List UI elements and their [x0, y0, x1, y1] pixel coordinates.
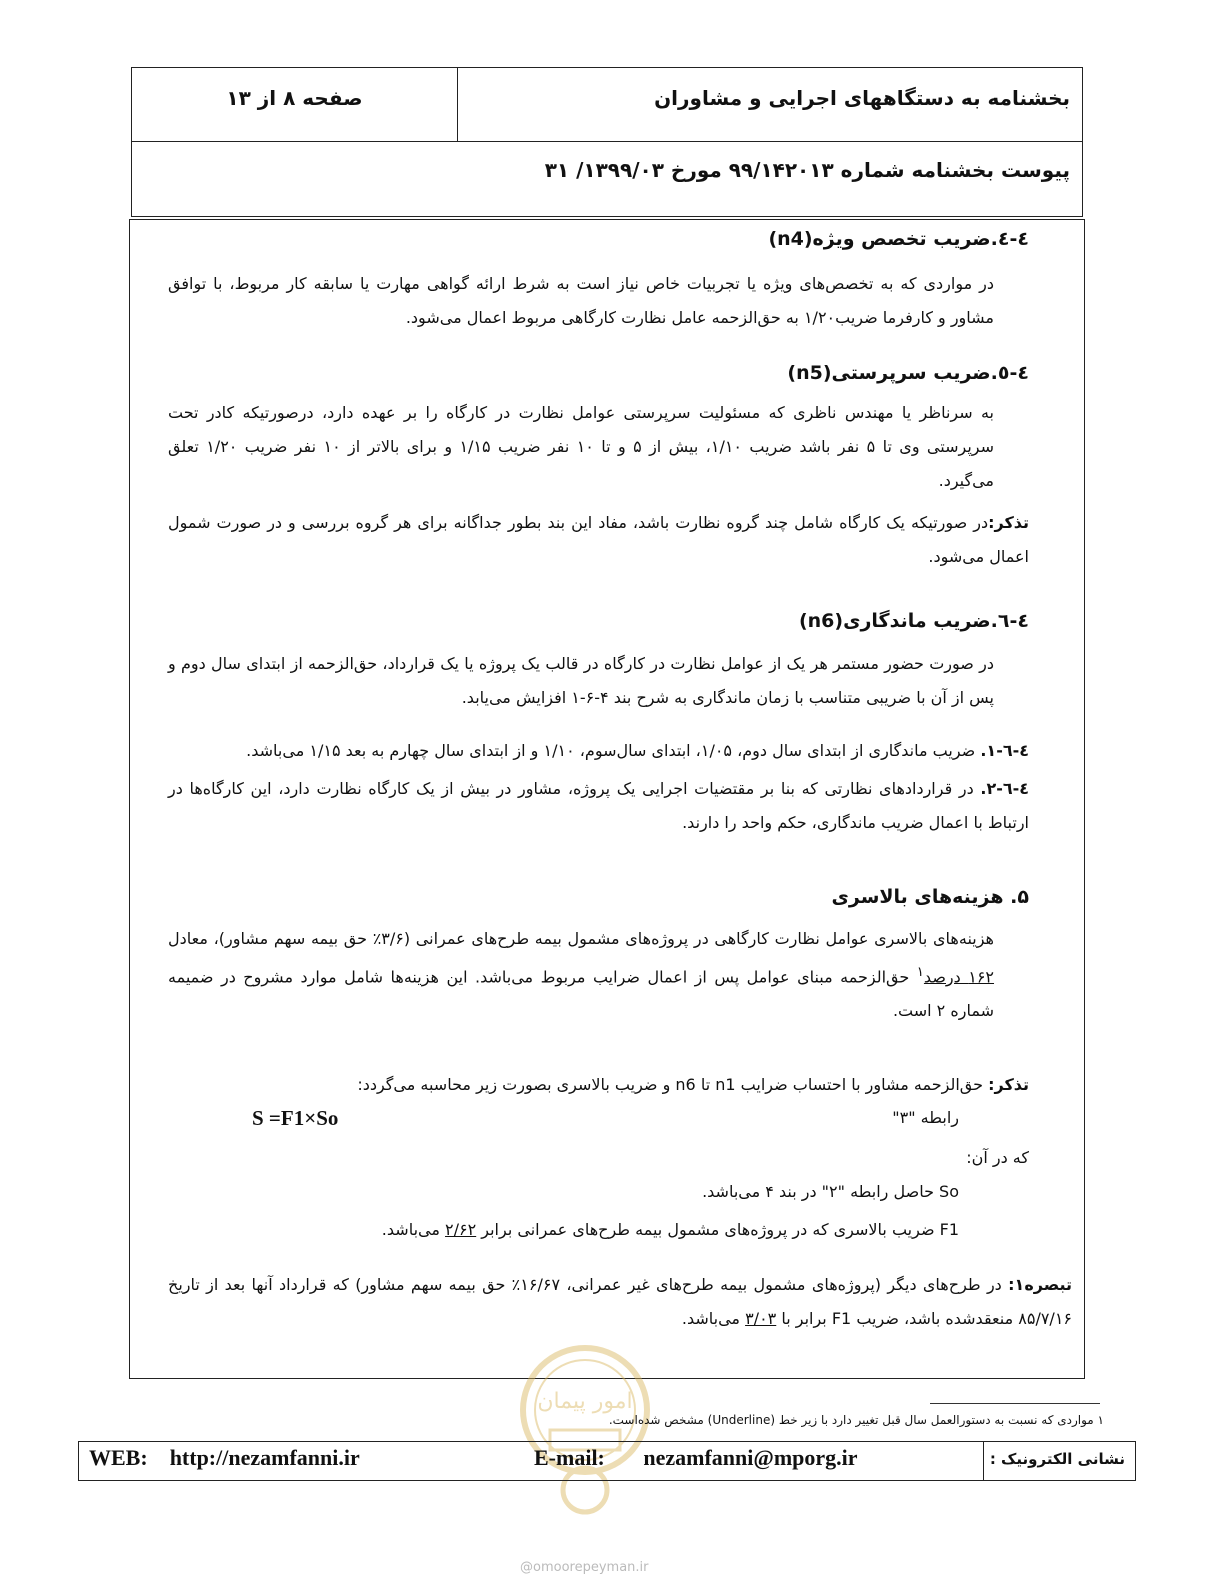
section-heading-5: ۵. هزینه‌های بالاسری [831, 886, 1029, 908]
page-number: صفحه ۸ از ۱۳ [226, 86, 363, 110]
footnote: ۱ مواردی که نسبت به دستورالعمل سال قبل تغییر دارد با زیر خط (Underline) مشخص شده‌است. [608, 1413, 1104, 1427]
footer [78, 1441, 1136, 1481]
definition-so: So حاصل رابطه "۲" در بند ۴ می‌باشد. [702, 1182, 959, 1201]
section-heading-4-5: ٤-٥.ضریب سرپرستی(n5) [787, 362, 1029, 384]
email [534, 1445, 858, 1471]
attachment-reference: پیوست بخشنامه شماره ۹۹/۱۴۲۰۱۳ مورخ ۱۳۹۹/۰۳/ ۳۱ [544, 158, 1070, 182]
section-text-5: هزینه‌های بالاسری عوامل نظارت کارگاهی در پروژه‌های مشمول بیمه طرح‌های عمرانی (۳/۶٪ حق بیمه سهم مشاور)، معادل ۱۶۲ درصد$^۱$ حق‌الزحمه مبنای عوامل پس از اعمال ضرایب مربوط می‌باشد. این هزینه‌ها شامل موارد مشروح در ضمیمه شماره ۲ است. [168, 929, 995, 1021]
item-label: ٤-٦-٢. [980, 779, 1030, 798]
section-heading-4-6: ٤-٦.ضریب ماندگاری(n6) [798, 610, 1029, 632]
watermark-text: @omoorepeyman.ir [520, 1560, 649, 1575]
section-heading-4-4: ٤-٤.ضریب تخصص ویژه(n4) [768, 228, 1029, 250]
note-label: تبصره۱: [1008, 1275, 1073, 1294]
item-label: ٤-٦-١. [980, 741, 1029, 760]
tabsareh-1: تبصره۱: در طرح‌های دیگر (پروژه‌های مشمول بیمه طرح‌های غیر عمرانی، ۱۶/۶۷٪ حق بیمه سهم مشاور) که قرارداد آنها بعد از تاریخ ۸۵/۷/۱۶ منعقدشده باشد، ضریب F1 برابر با ۳/۰۳ می‌باشد. [168, 1275, 1073, 1328]
relation-label: رابطه "۳" [892, 1108, 959, 1127]
section-text-4-4: در مواردی که به تخصص‌های ویژه یا تجربیات خاص نیاز است به شرط ارائه گواهی مهارت یا سابقه کار مربوط، با توافق مشاور و کارفرما ضریب۱/۲۰ به حق‌الزحمه عامل نظارت کارگاهی مربوط اعمال می‌شود. [168, 274, 994, 327]
note-4-5 [168, 506, 1029, 574]
website [89, 1445, 360, 1471]
underlined-change: ۱۶۲ درصد [923, 967, 995, 987]
web-label: WEB: [89, 1445, 148, 1470]
section-text-4-6: در صورت حضور مستمر هر یک از عوامل نظارت در کارگاه در قالب یک پروژه یا یک قرارداد، حق‌الزحمه از ابتدای سال دوم و پس از آن با ضریبی متناسب با زمان ماندگاری به شرح بند ۴-۶-۱ افزایش می‌یابد. [168, 654, 994, 707]
header-divider [132, 141, 1082, 142]
web-link[interactable]: http://nezamfanni.ir [169, 1445, 360, 1470]
document-header [131, 67, 1083, 217]
electronic-address-label: نشانی الکترونیک : [989, 1450, 1125, 1468]
footnote-separator [930, 1403, 1100, 1404]
where-text: که در آن: [966, 1148, 1029, 1167]
section-text-4-5: به سرناظر یا مهندس ناظری که مسئولیت سرپرستی عوامل نظارت در کارگاه را بر عهده دارد، درصورتیکه کادر تحت سرپرستی وی تا ۵ نفر باشد ضریب ۱/۱۰، بیش از ۵ و تا ۱۰ نفر ضریب ۱/۱۵ و برای بالاتر از ۱۰ نفر ضریب ۱/۲۰ تعلق می‌گیرد. [168, 403, 995, 490]
email-label: E-mail: [534, 1445, 605, 1470]
header-title: بخشنامه به دستگاههای اجرایی و مشاوران [654, 86, 1070, 110]
email-link[interactable]: nezamfanni@mporg.ir [643, 1445, 858, 1470]
note-text: حق‌الزحمه مشاور با احتساب ضرایب n1 تا n6 و ضریب بالاسری بصورت زیر محاسبه می‌گردد: [357, 1075, 983, 1094]
formula: S =F1×So [252, 1106, 339, 1130]
item-4-6-2 [168, 772, 1029, 840]
note-5 [168, 1068, 1029, 1102]
item-text: ضریب ماندگاری از ابتدای سال دوم، ۱/۰۵، ابتدای سال‌سوم، ۱/۱۰ و از ابتدای سال چهارم به بعد ۱/۱۵ می‌باشد. [246, 741, 976, 760]
note-label: تذکر: [988, 513, 1029, 532]
note-text: در صورتیکه یک کارگاه شامل چند گروه نظارت باشد، مفاد این بند بطور جداگانه برای هر گروه بررسی و در صورت شمول اعمال می‌شود. [168, 513, 1029, 566]
footer-divider [983, 1442, 984, 1480]
header-divider [457, 68, 458, 141]
definition-f1: F1 ضریب بالاسری که در پروژه‌های مشمول بیمه طرح‌های عمرانی برابر ۲/۶۲ می‌باشد. [381, 1220, 959, 1239]
item-4-6-1 [168, 734, 1029, 768]
footnote-ref: ۱ [916, 965, 924, 980]
underlined-change: ۲/۶۲ [445, 1220, 477, 1239]
seal-text: امور پیمان [537, 1389, 633, 1414]
item-text: در قراردادهای نظارتی که بنا بر مقتضیات اجرایی یک پروژه، مشاور در بیش از یک کارگاه نظارت دارد، این کارگاه‌ها در ارتباط با اعمال ضریب ماندگاری، حکم واحد را دارند. [168, 779, 1029, 832]
underlined-change: ۳/۰۳ [745, 1309, 777, 1328]
note-label: تذکر: [988, 1075, 1029, 1094]
